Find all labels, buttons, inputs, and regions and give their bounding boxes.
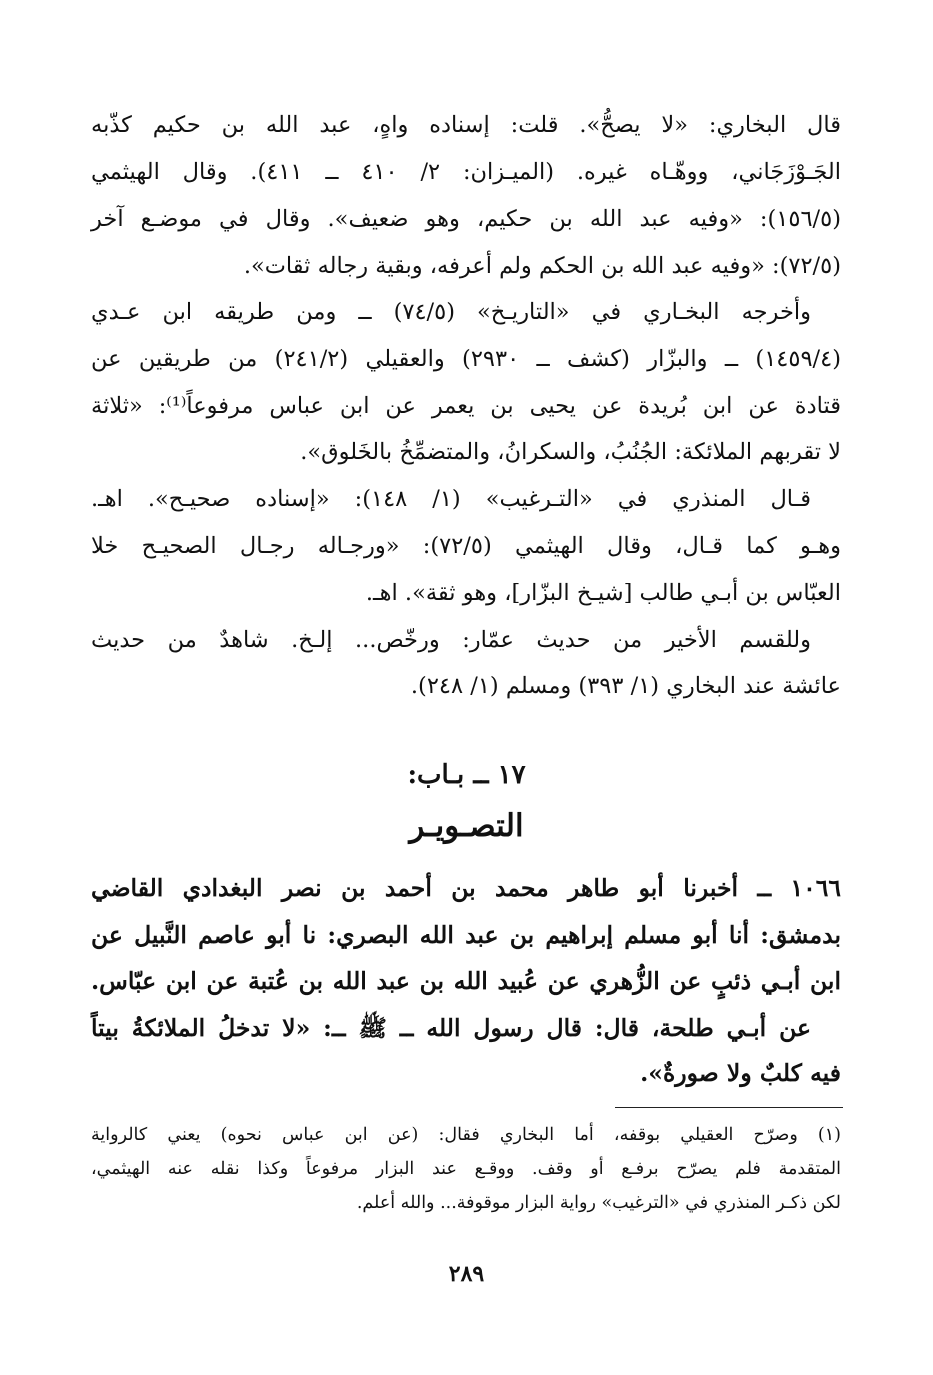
footnote-separator [615,1107,843,1108]
text-line: قتادة عن ابن بُريدة عن يحيى بن يعمر عن ابن عباس مرفوعاً⁽¹⁾: «ثلاثة [91,393,841,419]
text-line: عائشة عند البخاري (١/ ٣٩٣) ومسلم (١/ ٢٤٨). [410,673,841,699]
footnote-line: (١) وصرّح العقيلي بوقفه، أما البخاري فقال: (عن ابن عباس نحوه) يعني كالرواية [91,1125,841,1145]
hadith-line: فيه كلبٌ ولا صورةٌ». [640,1059,841,1087]
chapter-title: التصـويـر [409,808,524,844]
footnote-line: لكن ذكـر المنذري في «الترغيب» رواية البزار موقوفة... والله أعلم. [356,1193,841,1213]
text-line: وهـو كما قـال، وقال الهيثمي (٧٢/٥): «ورجـاله رجـال الصحيـح خلا [91,533,841,559]
chapter-number: ١٧ ــ بـاب: [407,760,526,790]
text-line: (٧٢/٥): «وفيه عبد الله بن الحكم ولم أعرفه، وبقية رجاله ثقات». [243,253,841,279]
text-line: (١٤٥٩/٤) ــ والبزّار (كشف ــ ٢٩٣٠) والعقيلي (٢٤١/٢) من طريقين عن [91,346,841,372]
text-line: لا تقربهم الملائكة: الجُنُبُ، والسكرانُ، والمتضمِّخُ بالخَلوق». [300,439,841,465]
text-line: قـال المنذري في «التـرغيب» (١/ ١٤٨): «إسناده صحيـح». اهـ. [91,486,812,512]
hadith-line: ابن أبـي ذئبٍ عن الزُّهري عن عُبيد الله بن عبد الله بن عُتبة عن ابن عبّاس. [91,967,841,995]
hadith-line: ١٠٦٦ ــ أخبرنا أبو طاهر محمد بن أحمد بن نصر البغدادي القاضي [91,874,841,902]
hadith-line: عن أبـي طلحة، قال: قال رسول الله ــ ﷺ ــ: «لا تدخلُ الملائكةُ بيتاً [91,1014,811,1042]
text-line: وأخرجه البخـاري في «التاريـخ» (٧٤/٥) ــ ومن طريقه ابن عـدي [91,299,811,325]
text-line: وللقسم الأخير من حديث عمّار: ورخّص... إلـخ. شاهدٌ من حديث [91,627,811,653]
page-number: ٢٨٩ [448,1261,485,1287]
text-line: (١٥٦/٥): «وفيه عبد الله بن حكيم، وهو ضعيف». وقال في موضـع آخر [91,206,841,232]
text-line: الجَـوْزَجَاني، ووهّـاه غيره. (الميـزان: ٢/ ٤١٠ ــ ٤١١). وقال الهيثمي [91,159,841,185]
hadith-line: بدمشق: أنا أبو مسلم إبراهيم بن عبد الله البصري: نا أبو عاصم النَّبيل عن [91,921,841,949]
footnote-line: المتقدمة فلم يصرّح برفـع أو وقف. ووقـع عند البزار مرفوعاً وكذا نقله عنه الهيثمي، [91,1159,841,1179]
text-line: العبّاس بن أبـي طالب [شيـخ البزّار]، وهو ثقة». اهـ. [365,580,841,606]
text-line: قال البخاري: «لا يصحُّ». قلت: إسناده واهٍ، عبد الله بن حكيم كذّبه [91,112,841,138]
